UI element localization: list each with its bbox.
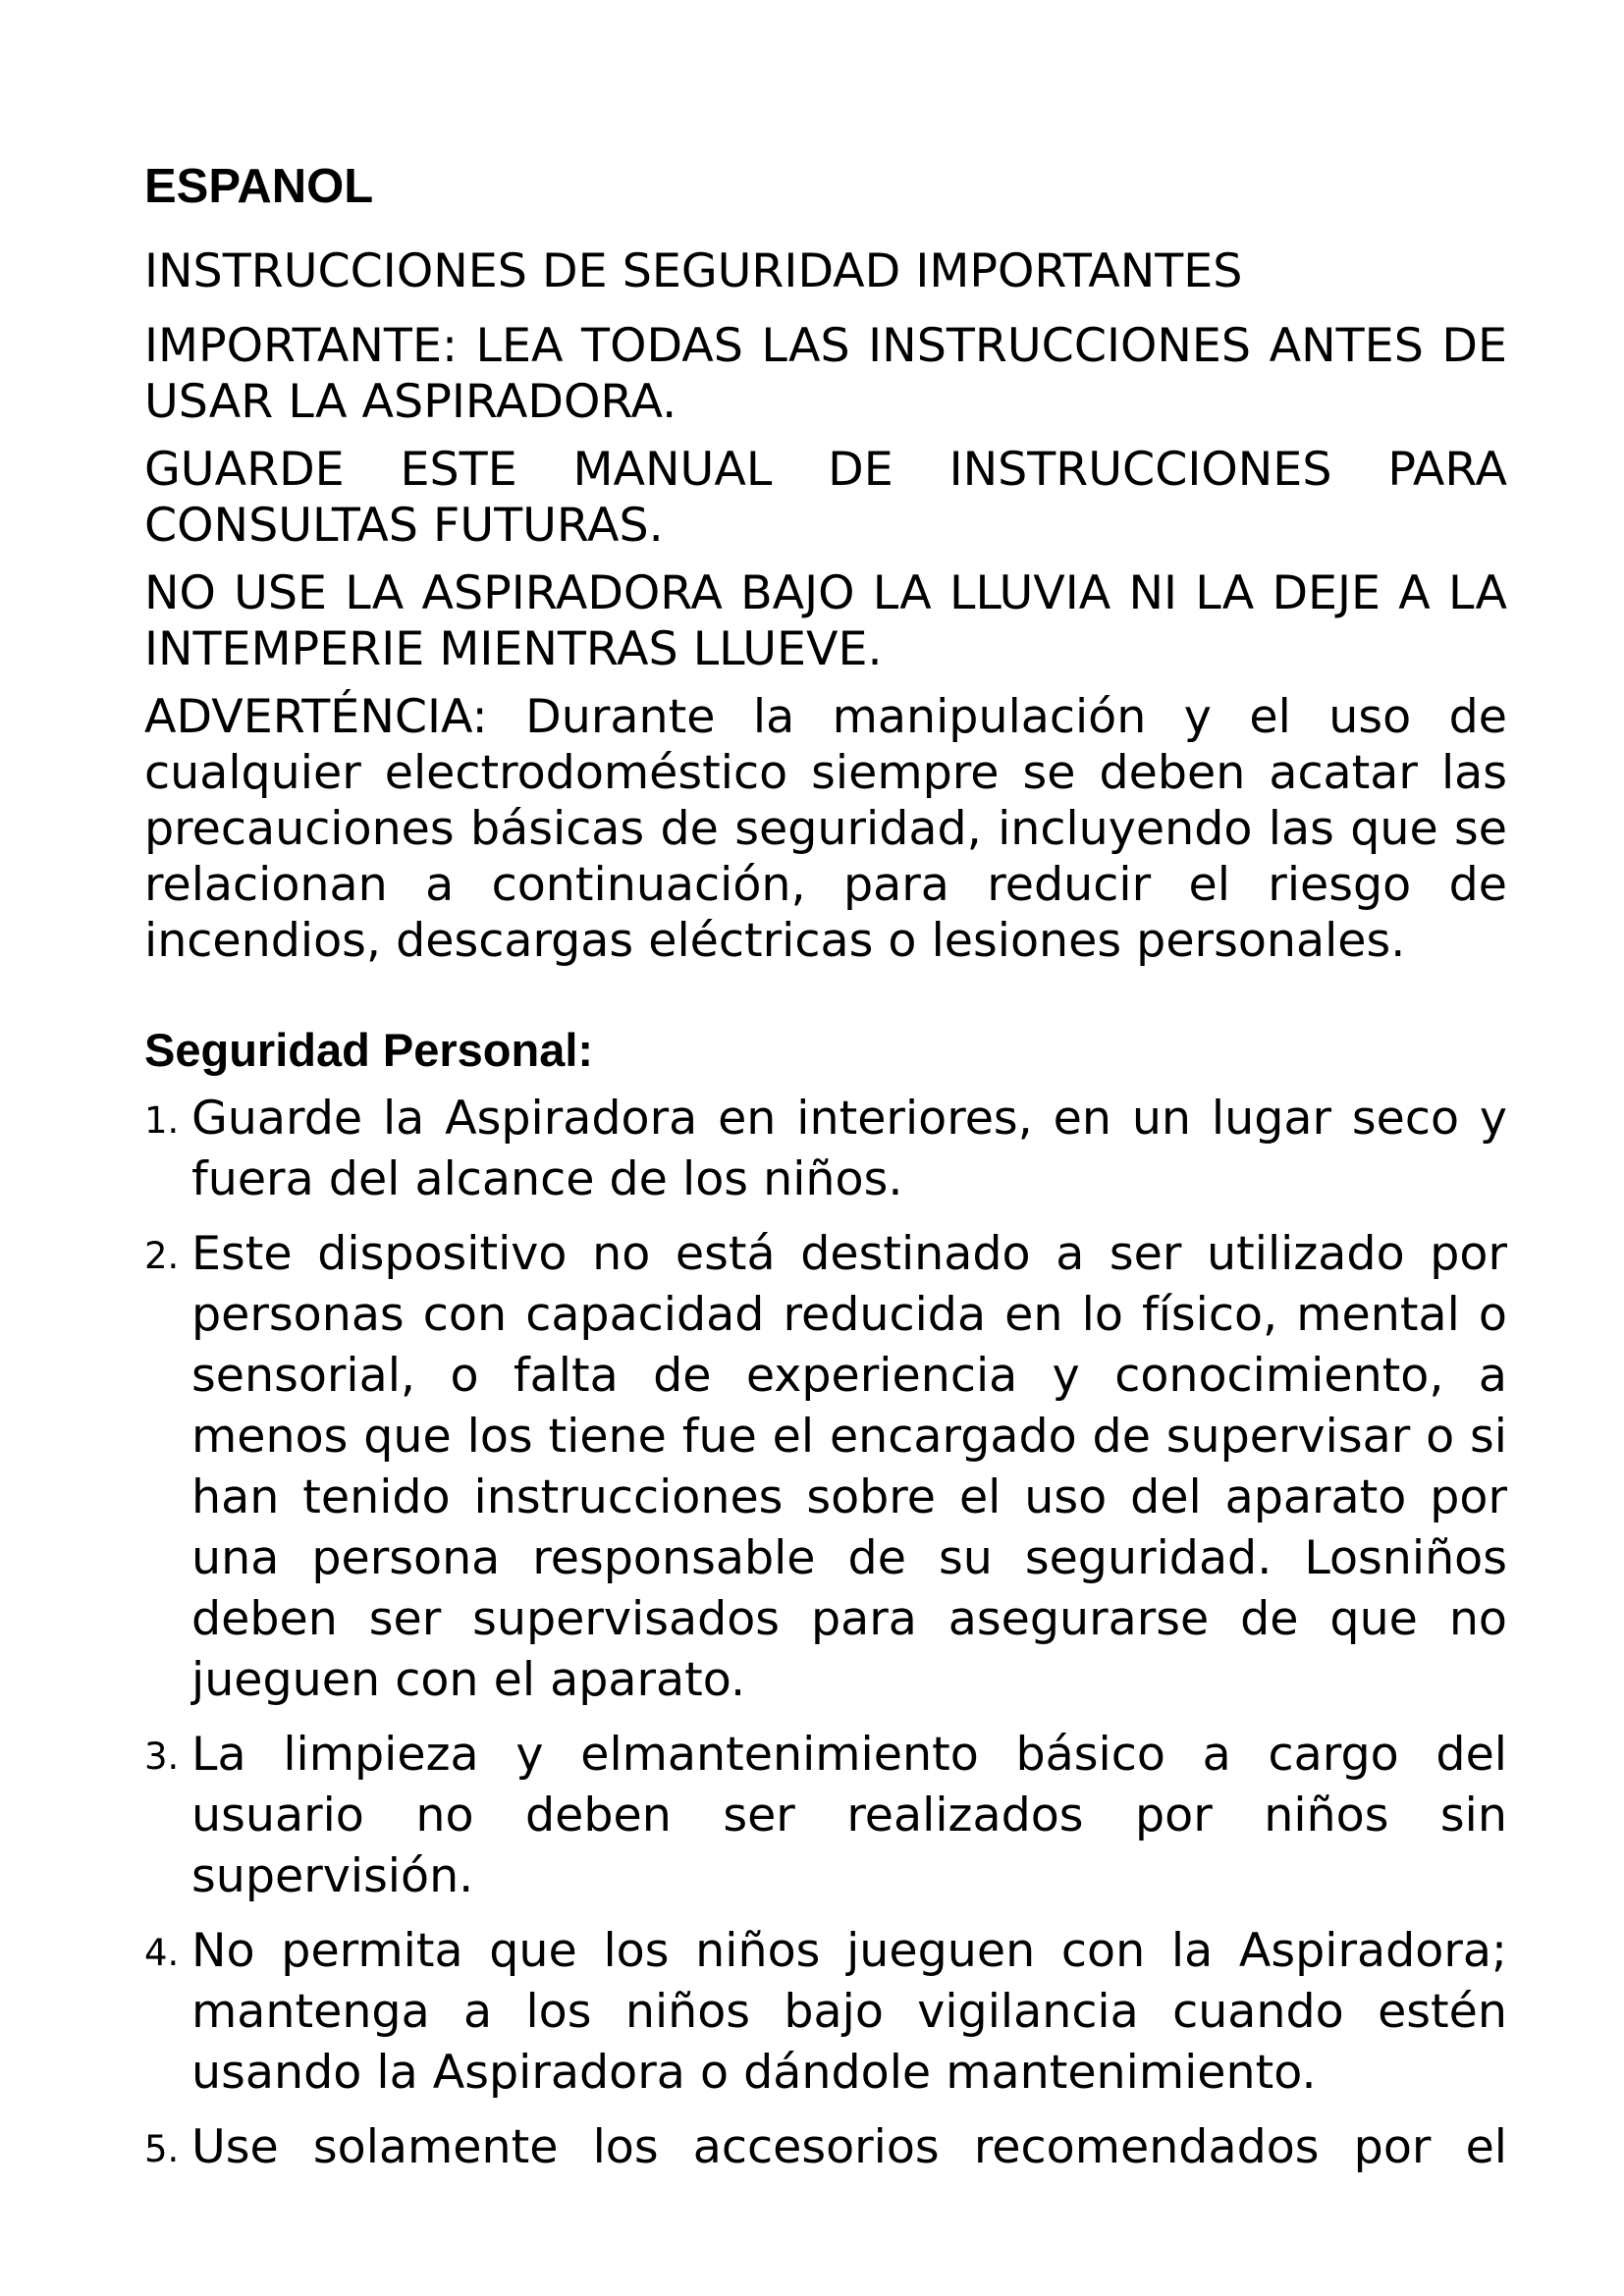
list-item-text: Guarde la Aspiradora en interiores, en un lugar seco y fuera del alcance de los niños.	[191, 1092, 1507, 1206]
important-read-notice: IMPORTANTE: LEA TODAS LAS INSTRUCCIONES ANTES DE USAR LA ASPIRADORA.	[144, 319, 1507, 429]
list-item-text: Este dispositivo no está destinado a ser utilizado por personas con capacidad reducida en lo físico, mental o sensorial, o falta de experiencia y conocimiento, a menos que los tiene fue el encargado de supervisar o si han tenido instrucciones sobre el uso del aparato por una persona responsable de su seguridad. Losniños deben ser supervisados para asegurarse de que no jueguen con el aparato.	[191, 1227, 1507, 1707]
list-item-text: La limpieza y elmantenimiento básico a cargo del usuario no deben ser realizados por niños sin supervisión.	[191, 1728, 1507, 1903]
list-item-text: No permita que los niños jueguen con la Aspiradora; mantenga a los niños bajo vigilancia cuando estén usando la Aspiradora o dándole mantenimiento.	[191, 1924, 1507, 2100]
safety-list	[144, 1089, 1507, 2179]
no-rain-notice: NO USE LA ASPIRADORA BAJO LA LLUVIA NI LA DEJE A LA INTEMPERIE MIENTRAS LLUEVE.	[144, 566, 1507, 676]
list-item	[144, 1089, 1507, 1210]
list-item	[144, 1725, 1507, 1907]
manual-page	[144, 157, 1507, 2193]
list-item-number: 3.	[144, 1735, 180, 1778]
list-item-number: 5.	[144, 2128, 180, 2170]
list-item	[144, 2117, 1507, 2179]
list-item	[144, 1921, 1507, 2104]
personal-safety-heading: Seguridad Personal:	[144, 1024, 594, 1076]
language-title: ESPANOL	[144, 160, 374, 213]
warning-paragraph: ADVERTÉNCIA: Durante la manipulación y el uso de cualquier electrodoméstico siempre se deben acatar las precauciones básicas de seguridad, incluyendo las que se relacionan a continuación, para reducir el riesgo de incendios, descargas eléctricas o lesiones personales.	[144, 690, 1507, 968]
save-manual-notice: GUARDE ESTE MANUAL DE INSTRUCCIONES PARA CONSULTAS FUTURAS.	[144, 443, 1507, 553]
list-item	[144, 1224, 1507, 1711]
list-item-number: 4.	[144, 1932, 180, 1974]
safety-instructions-title: INSTRUCCIONES DE SEGURIDAD IMPORTANTES	[144, 244, 1243, 298]
list-item-number: 2.	[144, 1235, 180, 1277]
list-item-text: Use solamente los accesorios recomendados por el	[191, 2120, 1507, 2174]
list-item-number: 1.	[144, 1099, 180, 1142]
